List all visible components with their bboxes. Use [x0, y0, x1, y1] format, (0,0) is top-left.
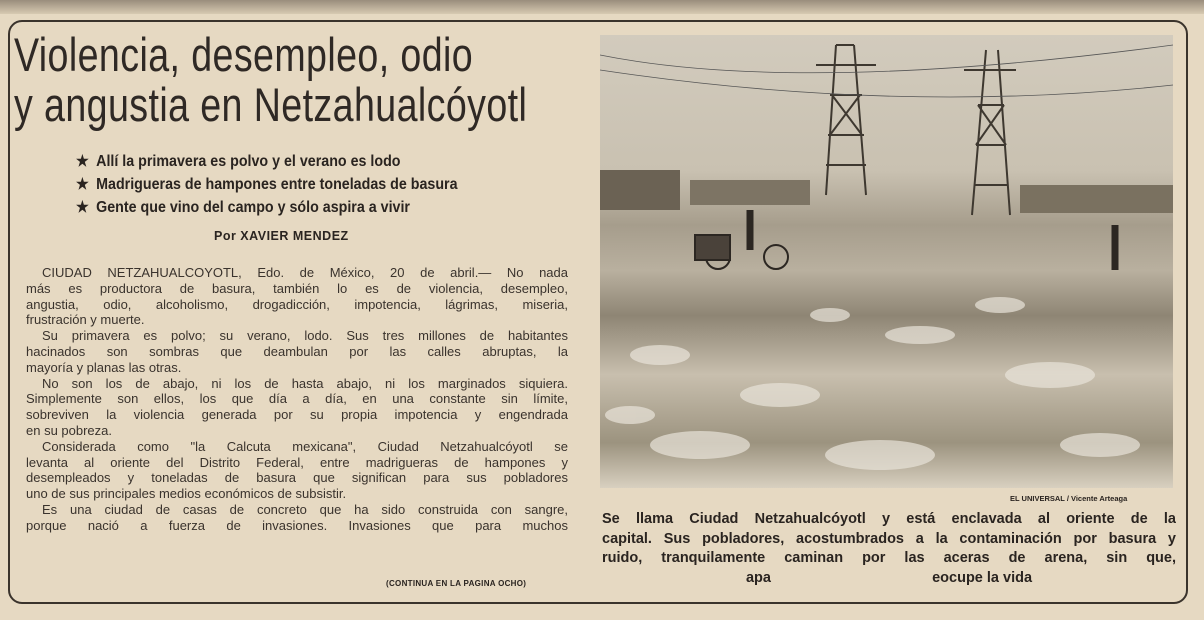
headline-line: y angustia en Netzahualcóyotl — [14, 78, 528, 131]
subheading-text: Madrigueras de hampones entre toneladas de basura — [96, 176, 458, 193]
house — [1020, 185, 1173, 213]
body-line: Considerada como "la Calcuta mexicana", Ciudad Netzahualcóyotl se — [42, 438, 568, 454]
power-lines — [600, 45, 1173, 97]
body-line: sobreviven la violencia generada por su propia impotencia y engendrada — [26, 407, 568, 423]
caption-line: apa eocupe la vida — [745, 569, 1033, 586]
house — [600, 170, 680, 210]
body-line: en su pobreza. — [26, 422, 113, 438]
subheading — [76, 196, 458, 219]
star-icon: ★ — [76, 176, 89, 193]
power-pylon — [816, 45, 876, 195]
news-photo — [600, 35, 1173, 488]
body-line: No son los de abajo, ni los de hasta abajo, ni los marginados siquiera. — [42, 375, 568, 391]
photo-scene — [600, 35, 1173, 488]
garbage — [605, 297, 1140, 470]
body-line: Simplemente son ellos, los que día a día, en una constante sin límite, — [26, 391, 568, 407]
subheading-text: Allí la primavera es polvo y el verano es lodo — [96, 153, 401, 170]
photo-credit: EL UNIVERSAL / Vicente Arteaga — [1010, 494, 1128, 503]
subheading — [76, 150, 458, 173]
body-line: uno de sus principales medios económicos de subsistir. — [26, 486, 347, 502]
subheading-text: Gente que vino del campo y sólo aspira a vivir — [96, 199, 410, 216]
star-icon: ★ — [76, 199, 89, 216]
continuation-note: (CONTINUA EN LA PAGINA OCHO) — [386, 579, 527, 588]
headline — [14, 30, 527, 130]
body-line: Su primavera es polvo; su verano, lodo. Sus tres millones de habitantes — [42, 328, 568, 344]
body-line: más es productora de basura, también lo es de violencia, desempleo, — [26, 280, 568, 296]
cyclist — [695, 210, 788, 269]
subheadings — [76, 150, 458, 219]
photo-caption — [602, 510, 1176, 588]
caption-line: capital. Sus pobladores, acostumbrados a la contaminación por basura y — [602, 530, 1176, 547]
house — [690, 180, 810, 205]
caption-line: Se llama Ciudad Netzahualcóyotl y está enclavada al oriente de la — [602, 511, 1176, 527]
article-body — [26, 265, 568, 534]
body-line: Es una ciudad de casas de concreto que ha sido construida con sangre, — [42, 501, 568, 517]
body-line: levanta al oriente del Distrito Federal, entre madrigueras de hampones y — [26, 454, 568, 470]
power-pylon — [964, 50, 1016, 215]
body-line: porque nació a fuerza de invasiones. Invasiones que para muchos — [26, 517, 568, 533]
body-line: mayoría y planas las otras. — [26, 359, 182, 375]
body-line: hacinados son sombras que deambulan por las calles abruptas, la — [26, 343, 568, 359]
headline-line: Violencia, desempleo, odio — [14, 28, 474, 81]
byline: Por XAVIER MENDEZ — [214, 229, 349, 243]
body-line: frustración y muerte. — [26, 312, 145, 328]
body-line: CIUDAD NETZAHUALCOYOTL, Edo. de México, 20 de abril.— No nada — [42, 265, 568, 280]
caption-line: ruido, tranquilamente caminan por las aceras de arena, sin que, — [602, 550, 1176, 566]
subheading — [76, 173, 458, 196]
body-line: desempleados y toneladas de basura que significan para sus pobladores — [26, 470, 568, 486]
torn-top-edge — [0, 0, 1204, 14]
star-icon: ★ — [76, 153, 89, 170]
body-line: angustia, odio, alcoholismo, drogadicción, impotencia, lágrimas, miseria, — [26, 296, 568, 312]
